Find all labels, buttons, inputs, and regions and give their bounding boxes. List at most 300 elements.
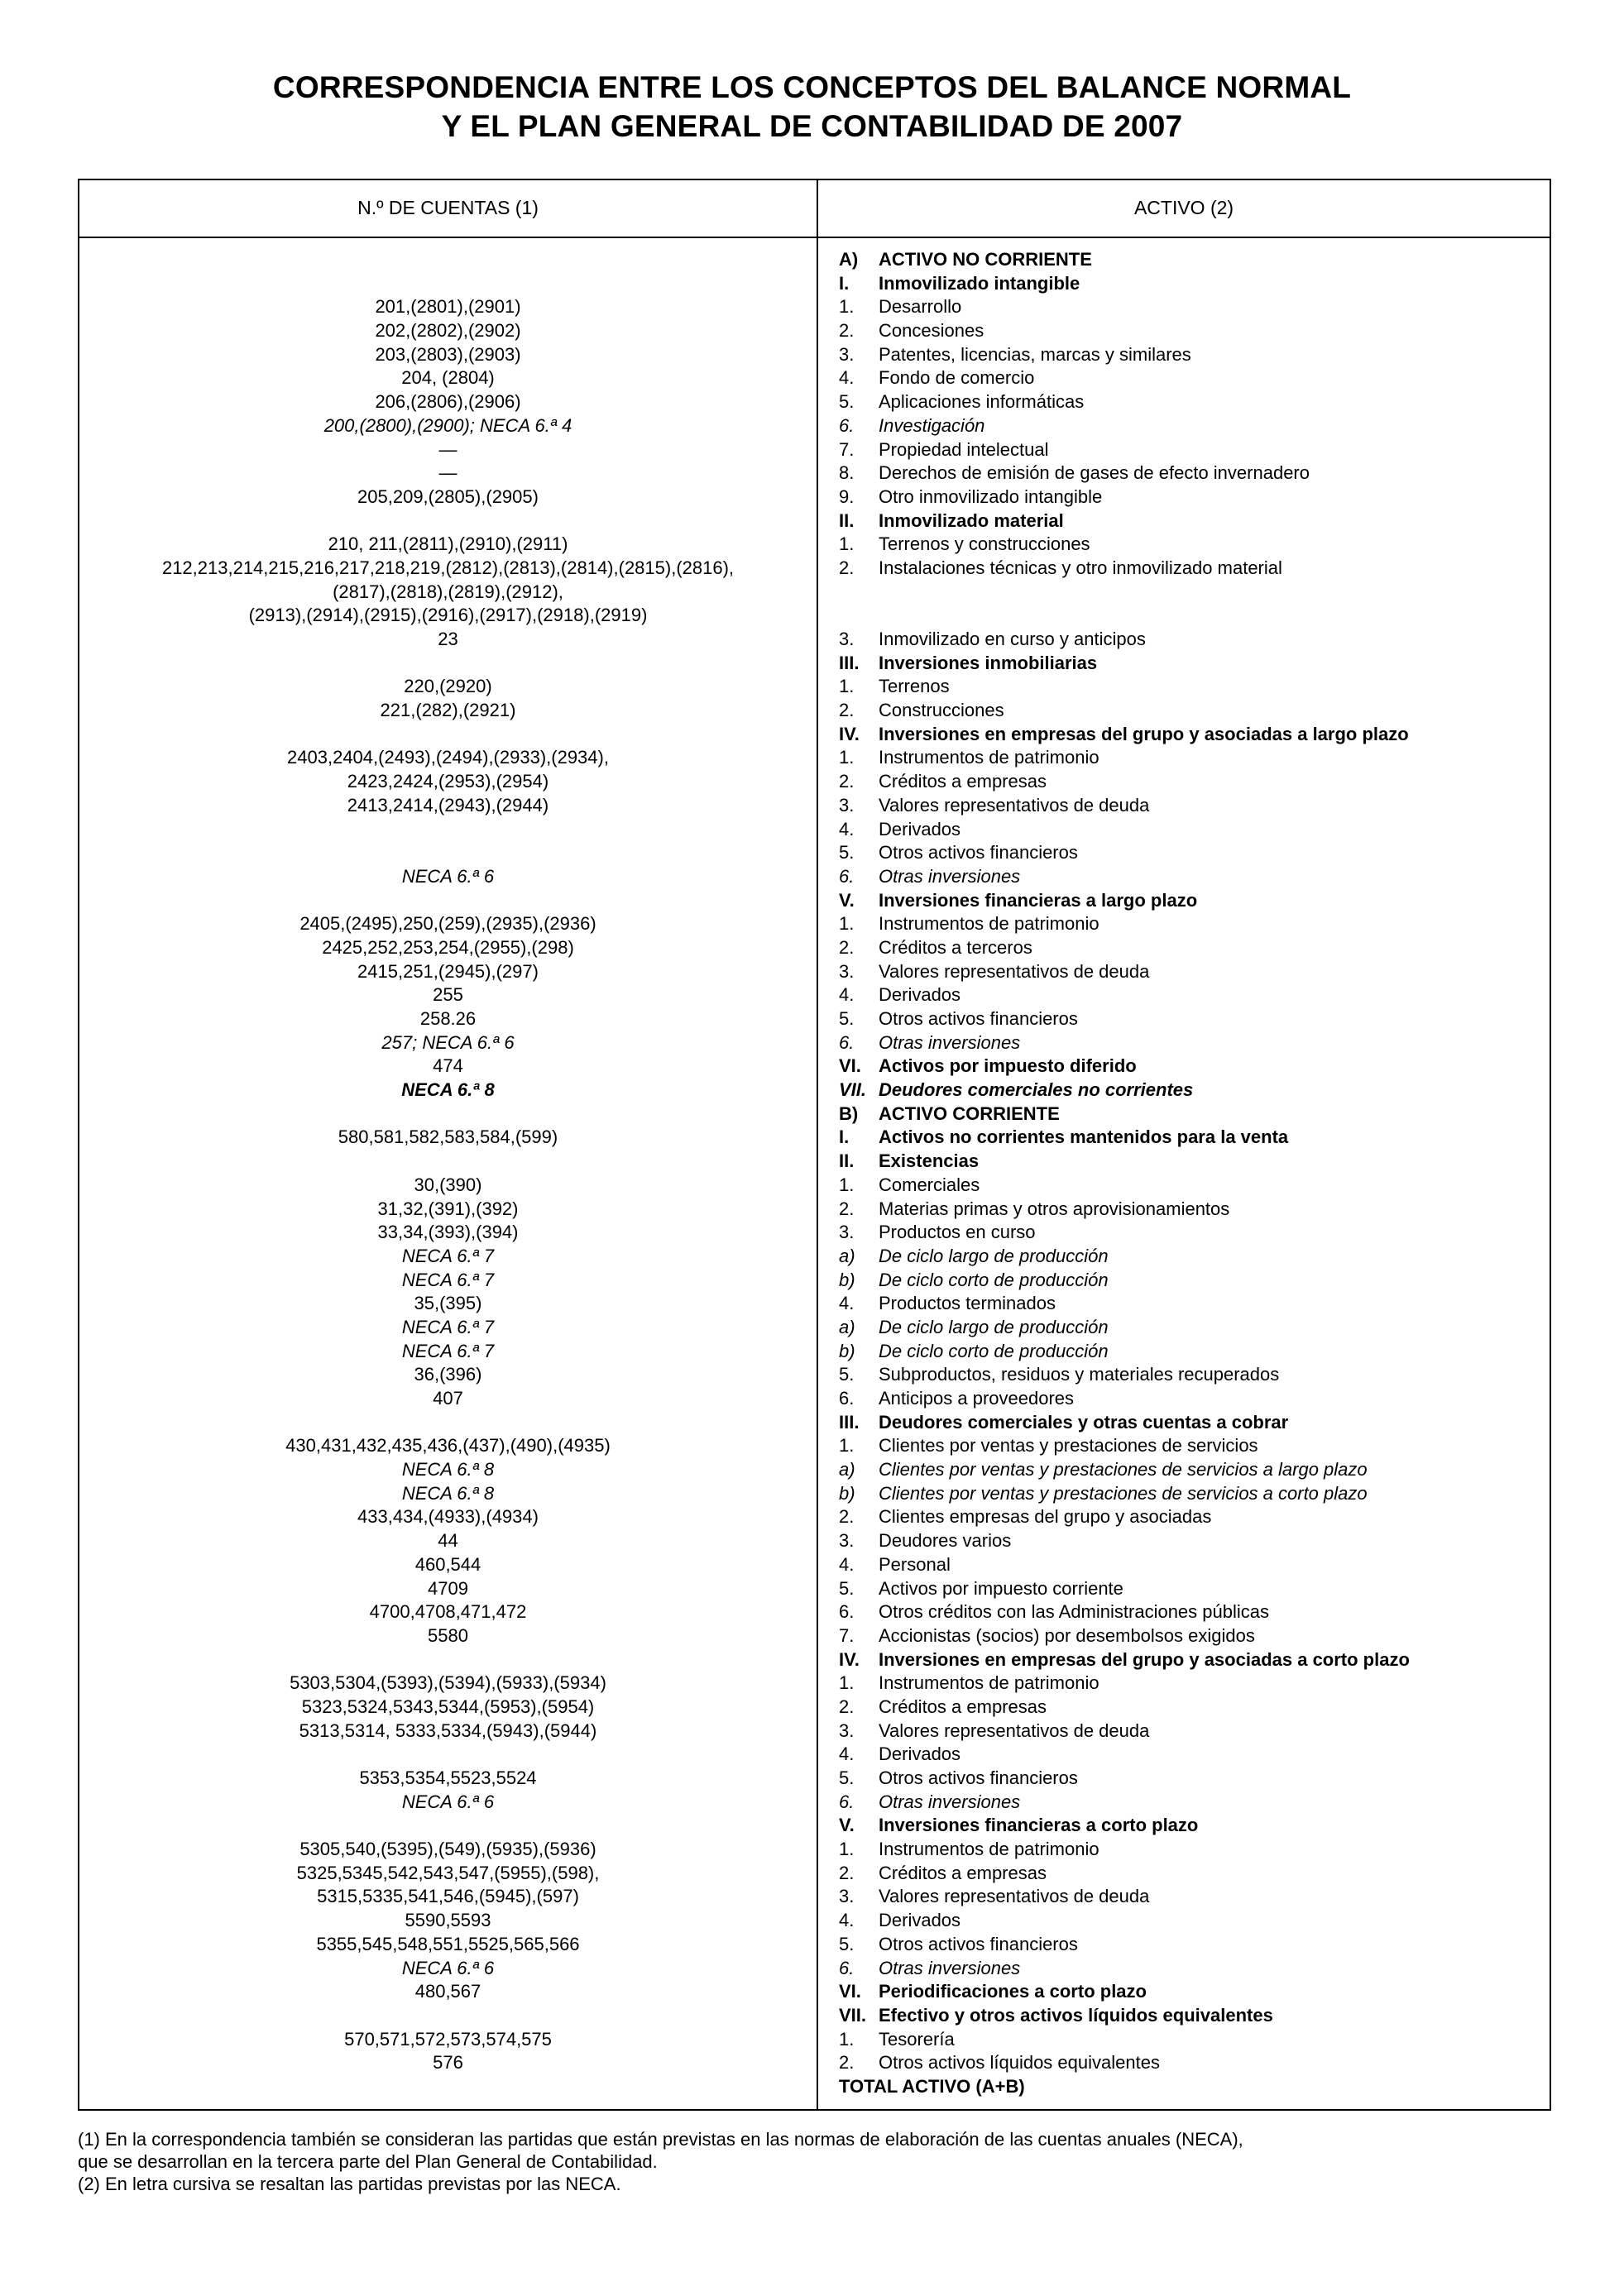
item-label: Propiedad intelectual <box>879 438 1049 460</box>
item-number: 4. <box>839 984 855 1006</box>
item-label: De ciclo largo de producción <box>879 1245 1109 1266</box>
table-row <box>79 604 1550 628</box>
item-label: Derivados <box>879 1744 961 1765</box>
table-row <box>79 794 1550 818</box>
account-cell: 201,(2801),(2901) <box>375 296 521 318</box>
item-label: Otras inversiones <box>879 1957 1021 1978</box>
account-cell: NECA 6.ª 6 <box>401 865 495 887</box>
account-cell: 258.26 <box>419 1008 477 1029</box>
item-number: 2. <box>839 1198 855 1219</box>
account-cell: 257; NECA 6.ª 6 <box>381 1031 515 1053</box>
table-row <box>79 1577 1550 1601</box>
item-number: B) <box>839 1103 859 1124</box>
item-label: Créditos a empresas <box>879 1862 1047 1883</box>
account-cell: 221,(282),(2921) <box>380 700 516 721</box>
table-row <box>79 983 1550 1007</box>
account-cell: 200,(2800),(2900); NECA 6.ª 4 <box>323 414 572 436</box>
item-number: 3. <box>839 343 855 365</box>
account-cell: NECA 6.ª 7 <box>401 1316 495 1337</box>
table-row <box>79 1885 1550 1909</box>
item-label: Deudores comerciales y otras cuentas a cobrar <box>879 1411 1289 1433</box>
item-label: Otros activos financieros <box>879 842 1078 863</box>
table-row <box>79 1814 1550 1838</box>
item-label: Clientes por ventas y prestaciones de servicios a corto plazo <box>879 1482 1368 1504</box>
account-cell: 430,431,432,435,436,(437),(490),(4935) <box>285 1435 611 1457</box>
table-row <box>79 1079 1550 1103</box>
account-cell: (2817),(2818),(2819),(2912), <box>333 581 563 602</box>
item-number: 1. <box>839 676 855 697</box>
table-row <box>79 509 1550 533</box>
account-cell: 5325,5345,542,543,547,(5955),(598), <box>296 1862 600 1883</box>
table-row <box>79 699 1550 723</box>
item-label: Periodificaciones a corto plazo <box>879 1981 1147 2002</box>
item-number: 5. <box>839 1767 855 1788</box>
item-label: Créditos a terceros <box>879 936 1032 958</box>
table-row <box>79 960 1550 984</box>
item-number: a) <box>839 1316 855 1337</box>
item-label: Existencias <box>879 1150 980 1172</box>
table-row <box>79 1933 1550 1957</box>
footnote-line: que se desarrollan en la tercera parte del Plan General de Contabilidad. <box>78 2151 658 2172</box>
account-cell: 220,(2920) <box>404 676 492 697</box>
item-label: De ciclo corto de producción <box>879 1340 1109 1361</box>
item-label: Inversiones en empresas del grupo y asociadas a corto plazo <box>879 1648 1410 1670</box>
account-cell: (2913),(2914),(2915),(2916),(2917),(2918),(2919) <box>248 605 648 626</box>
table-row <box>79 1648 1550 1672</box>
item-number: VII. <box>839 1079 867 1101</box>
item-label: Instalaciones técnicas y otro inmovilizado material <box>879 557 1282 578</box>
item-number: 6. <box>839 1031 855 1053</box>
item-number: IV. <box>839 723 860 744</box>
item-number: 4. <box>839 1910 855 1931</box>
item-number: II. <box>839 1150 855 1172</box>
account-cell: 5305,540,(5395),(549),(5935),(5936) <box>299 1839 596 1860</box>
item-label: Clientes por ventas y prestaciones de servicios <box>879 1435 1258 1457</box>
item-label: Inmovilizado en curso y anticipos <box>879 629 1146 649</box>
item-label: Comerciales <box>879 1174 980 1195</box>
table-row <box>79 1505 1550 1529</box>
account-cell: 44 <box>438 1530 458 1552</box>
account-cell: 2413,2414,(2943),(2944) <box>347 794 549 816</box>
item-label: Tesorería <box>879 2028 955 2050</box>
table-row <box>79 889 1550 913</box>
item-label: Derivados <box>879 818 961 839</box>
item-label: Subproductos, residuos y materiales recuperados <box>879 1364 1280 1385</box>
item-label: Créditos a empresas <box>879 771 1047 792</box>
item-label: Clientes empresas del grupo y asociadas <box>879 1506 1212 1528</box>
table-row <box>79 1292 1550 1316</box>
item-number: 6. <box>839 1388 855 1409</box>
item-number: 1. <box>839 533 855 555</box>
item-number: 3. <box>839 629 855 649</box>
item-label: Personal <box>879 1553 951 1575</box>
title-line-1: CORRESPONDENCIA ENTRE LOS CONCEPTOS DEL BALANCE NORMAL <box>272 70 1352 104</box>
table-row <box>79 1600 1550 1624</box>
item-number: a) <box>839 1245 855 1266</box>
account-cell: 204, (2804) <box>401 367 495 389</box>
item-number: 7. <box>839 438 855 460</box>
table-row <box>79 1482 1550 1506</box>
item-label: Créditos a empresas <box>879 1696 1047 1717</box>
table-row <box>79 438 1550 462</box>
item-label: Instrumentos de patrimonio <box>879 913 1099 935</box>
account-cell: 5353,5354,5523,5524 <box>359 1767 537 1788</box>
item-number: 4. <box>839 818 855 839</box>
item-label: Activos por impuesto diferido <box>879 1055 1137 1077</box>
item-number: 2. <box>839 1506 855 1528</box>
table-row <box>79 319 1550 343</box>
table-row <box>79 462 1550 486</box>
table-row <box>79 628 1550 652</box>
item-number: 1. <box>839 2028 855 2050</box>
table-row <box>79 272 1550 296</box>
item-number: III. <box>839 1411 860 1433</box>
footnotes <box>78 2128 1551 2195</box>
table-row <box>79 295 1550 319</box>
header-activo: ACTIVO (2) <box>1133 197 1234 218</box>
item-label: Inversiones en empresas del grupo y asociadas a largo plazo <box>879 723 1409 744</box>
item-label: Activos por impuesto corriente <box>879 1577 1123 1599</box>
item-number: 1. <box>839 1174 855 1195</box>
account-cell: 203,(2803),(2903) <box>375 343 521 365</box>
document-title <box>0 68 1624 146</box>
table-row <box>79 723 1550 747</box>
item-number: 2. <box>839 1696 855 1717</box>
item-label: Derechos de emisión de gases de efecto invernadero <box>879 462 1310 484</box>
account-cell: NECA 6.ª 6 <box>401 1791 495 1812</box>
table-row <box>79 2028 1550 2052</box>
table-row <box>79 1720 1550 1744</box>
table-row <box>79 2051 1550 2075</box>
account-cell: NECA 6.ª 7 <box>401 1340 495 1361</box>
item-label: Aplicaciones informáticas <box>879 391 1085 413</box>
item-number: 4. <box>839 367 855 389</box>
account-cell: 2415,251,(2945),(297) <box>357 960 539 982</box>
table-row <box>79 1957 1550 1981</box>
table-row <box>79 1150 1550 1174</box>
account-cell: 480,567 <box>414 1981 481 2002</box>
table-row <box>79 1909 1550 1933</box>
table-row <box>79 1340 1550 1364</box>
table-row <box>79 1007 1550 1031</box>
item-number: 5. <box>839 1364 855 1385</box>
item-label: ACTIVO NO CORRIENTE <box>879 249 1092 270</box>
item-label: Materias primas y otros aprovisionamientos <box>879 1198 1230 1219</box>
item-number: a) <box>839 1459 855 1480</box>
account-cell: 255 <box>433 984 463 1006</box>
item-number: 6. <box>839 1791 855 1812</box>
table-row <box>79 581 1550 605</box>
item-number: 5. <box>839 1008 855 1029</box>
item-label: Desarrollo <box>879 296 962 318</box>
table-row <box>79 1791 1550 1815</box>
table-row <box>79 1767 1550 1791</box>
item-label: Otros activos financieros <box>879 1767 1078 1788</box>
item-label: Derivados <box>879 984 961 1006</box>
item-number: 1. <box>839 913 855 935</box>
item-label: Valores representativos de deuda <box>879 794 1150 816</box>
account-cell: 576 <box>433 2052 463 2074</box>
table-row <box>79 841 1550 865</box>
item-number: 2. <box>839 2052 855 2074</box>
item-number: A) <box>839 249 859 270</box>
item-number: 5. <box>839 1933 855 1954</box>
item-label: Instrumentos de patrimonio <box>879 1672 1099 1694</box>
table-row <box>79 1363 1550 1387</box>
table-row <box>79 557 1550 581</box>
item-number: 2. <box>839 557 855 578</box>
item-number: 2. <box>839 700 855 721</box>
table-row <box>79 1055 1550 1079</box>
item-label: Efectivo y otros activos líquidos equivalentes <box>879 2004 1273 2026</box>
item-number: 1. <box>839 1672 855 1694</box>
account-cell: NECA 6.ª 8 <box>401 1459 495 1480</box>
account-cell: 35,(395) <box>414 1293 482 1314</box>
item-number: 7. <box>839 1624 855 1646</box>
item-number: 6. <box>839 414 855 436</box>
item-number: 3. <box>839 960 855 982</box>
item-label: Instrumentos de patrimonio <box>879 1839 1099 1860</box>
item-label: Deudores comerciales no corrientes <box>879 1079 1194 1101</box>
item-number: 4. <box>839 1293 855 1314</box>
item-number: 6. <box>839 1957 855 1978</box>
item-label: ACTIVO CORRIENTE <box>879 1103 1060 1124</box>
account-cell: — <box>438 462 457 484</box>
account-cell: 31,32,(391),(392) <box>377 1198 519 1219</box>
footnote-line: (1) En la correspondencia también se consideran las partidas que están previstas en las normas de elaboración de las cuentas anuales (NECA), <box>78 2129 1243 2150</box>
item-number: 6. <box>839 865 855 887</box>
item-number: VI. <box>839 1055 861 1077</box>
item-number: 5. <box>839 391 855 413</box>
item-label: Terrenos <box>879 676 950 697</box>
item-label: Concesiones <box>879 320 984 342</box>
account-cell: NECA 6.ª 7 <box>401 1245 495 1266</box>
table-row <box>79 1696 1550 1720</box>
item-label: Inversiones financieras a largo plazo <box>879 889 1198 911</box>
table-row <box>79 366 1550 390</box>
table-row <box>79 2004 1550 2028</box>
account-cell: 2425,252,253,254,(2955),(298) <box>322 936 574 958</box>
table-row <box>79 936 1550 960</box>
table-row <box>79 912 1550 936</box>
item-number: III. <box>839 652 860 673</box>
table-row <box>79 1031 1550 1055</box>
table-row <box>79 1198 1550 1222</box>
item-label: Otras inversiones <box>879 1791 1021 1812</box>
account-cell: 212,213,214,215,216,217,218,219,(2812),(2813),(2814),(2815),(2816), <box>161 557 735 578</box>
table-row <box>79 770 1550 794</box>
item-number: 1. <box>839 1435 855 1457</box>
table-row <box>79 1743 1550 1767</box>
item-number: 5. <box>839 842 855 863</box>
account-cell: 474 <box>433 1055 463 1077</box>
item-number: b) <box>839 1482 855 1504</box>
item-number: 6. <box>839 1601 855 1623</box>
table-row <box>79 533 1550 557</box>
item-label: Otras inversiones <box>879 1031 1021 1053</box>
item-number: 3. <box>839 1530 855 1552</box>
account-cell: 4709 <box>428 1577 468 1599</box>
account-cell: 23 <box>438 629 458 649</box>
account-cell: 433,434,(4933),(4934) <box>357 1506 539 1528</box>
item-label: Productos en curso <box>879 1222 1036 1243</box>
account-cell: NECA 6.ª 8 <box>401 1079 495 1101</box>
item-label: Valores representativos de deuda <box>879 1720 1150 1741</box>
account-cell: 5313,5314, 5333,5334,(5943),(5944) <box>299 1720 597 1741</box>
table-row <box>79 486 1550 509</box>
item-number: 1. <box>839 296 855 318</box>
table-row <box>79 1838 1550 1862</box>
item-number: V. <box>839 889 855 911</box>
item-number: 4. <box>839 1553 855 1575</box>
item-label: Terrenos y construcciones <box>879 533 1090 555</box>
item-number: 3. <box>839 794 855 816</box>
table-row <box>79 1434 1550 1458</box>
account-cell: 580,581,582,583,584,(599) <box>338 1126 558 1148</box>
item-label: Instrumentos de patrimonio <box>879 747 1099 768</box>
item-label: Inversiones financieras a corto plazo <box>879 1815 1199 1836</box>
account-cell: 2423,2424,(2953),(2954) <box>347 771 549 792</box>
table-row <box>79 865 1550 889</box>
item-number: 3. <box>839 1720 855 1741</box>
item-number: 1. <box>839 747 855 768</box>
item-number: VII. <box>839 2004 867 2026</box>
item-number: I. <box>839 1126 850 1148</box>
table-row <box>79 390 1550 414</box>
table-row <box>79 1245 1550 1269</box>
item-label: De ciclo largo de producción <box>879 1316 1109 1337</box>
table-body <box>79 248 1550 2099</box>
item-number: I. <box>839 272 850 294</box>
account-cell: 2403,2404,(2493),(2494),(2933),(2934), <box>287 747 609 768</box>
item-label: Otras inversiones <box>879 865 1021 887</box>
item-number: V. <box>839 1815 855 1836</box>
account-cell: 5303,5304,(5393),(5394),(5933),(5934) <box>290 1672 606 1694</box>
table-row <box>79 746 1550 770</box>
table-row <box>79 1529 1550 1553</box>
item-label: Construcciones <box>879 700 1004 721</box>
item-label: Investigación <box>879 414 985 436</box>
table-row <box>79 1269 1550 1293</box>
item-label: Clientes por ventas y prestaciones de servicios a largo plazo <box>879 1459 1368 1480</box>
account-cell: NECA 6.ª 8 <box>401 1482 495 1504</box>
item-number: 2. <box>839 936 855 958</box>
item-number: 9. <box>839 486 855 507</box>
item-number: 2. <box>839 1862 855 1883</box>
item-label: Fondo de comercio <box>879 367 1035 389</box>
table-row <box>79 1672 1550 1696</box>
account-cell: 210, 211,(2811),(2910),(2911) <box>328 533 568 555</box>
title-line-2: Y EL PLAN GENERAL DE CONTABILIDAD DE 2007 <box>441 109 1183 143</box>
table-row <box>79 1221 1550 1245</box>
table-row <box>79 2075 1550 2099</box>
item-number: 1. <box>839 1839 855 1860</box>
table-row <box>79 1458 1550 1482</box>
account-cell: 5580 <box>428 1624 468 1646</box>
item-label: Accionistas (socios) por desembolsos exigidos <box>879 1624 1255 1646</box>
item-label: Deudores varios <box>879 1530 1012 1552</box>
item-label: Inversiones inmobiliarias <box>879 652 1098 673</box>
item-label: Derivados <box>879 1910 961 1931</box>
item-number: b) <box>839 1269 855 1290</box>
account-cell: 206,(2806),(2906) <box>375 391 521 413</box>
item-label: De ciclo corto de producción <box>879 1269 1109 1290</box>
account-cell: 202,(2802),(2902) <box>375 320 521 342</box>
item-number: 8. <box>839 462 855 484</box>
table-row <box>79 1862 1550 1886</box>
item-label: Activos no corrientes mantenidos para la venta <box>879 1126 1289 1148</box>
item-label: TOTAL ACTIVO (A+B) <box>839 2075 1025 2097</box>
account-cell: 36,(396) <box>414 1364 482 1385</box>
item-number: 2. <box>839 320 855 342</box>
item-number: 5. <box>839 1577 855 1599</box>
item-number: b) <box>839 1340 855 1361</box>
item-label: Inmovilizado material <box>879 509 1064 531</box>
table-row <box>79 414 1550 438</box>
item-label: Valores representativos de deuda <box>879 1886 1150 1907</box>
account-cell: 5590,5593 <box>405 1910 491 1931</box>
table-row <box>79 818 1550 842</box>
table-row <box>79 248 1550 272</box>
account-cell: 33,34,(393),(394) <box>377 1222 519 1243</box>
account-cell: NECA 6.ª 6 <box>401 1957 495 1978</box>
item-number: 2. <box>839 771 855 792</box>
item-label: Otros activos líquidos equivalentes <box>879 2052 1160 2074</box>
item-label: Productos terminados <box>879 1293 1056 1314</box>
item-label: Otros activos financieros <box>879 1933 1078 1954</box>
table-row <box>79 1624 1550 1648</box>
item-label: Patentes, licencias, marcas y similares <box>879 343 1191 365</box>
item-number: 3. <box>839 1886 855 1907</box>
account-cell: 460,544 <box>414 1553 481 1575</box>
account-cell: 2405,(2495),250,(259),(2935),(2936) <box>299 913 596 935</box>
table-row <box>79 1316 1550 1340</box>
item-label: Anticipos a proveedores <box>879 1388 1075 1409</box>
table-row <box>79 1553 1550 1577</box>
account-cell: — <box>438 438 457 460</box>
account-cell: 407 <box>433 1388 463 1409</box>
account-cell: 4700,4708,471,472 <box>369 1601 527 1623</box>
table-row <box>79 1103 1550 1126</box>
account-cell: 570,571,572,573,574,575 <box>344 2028 552 2050</box>
table-row <box>79 1411 1550 1435</box>
item-label: Otros créditos con las Administraciones públicas <box>879 1601 1269 1623</box>
table-row <box>79 343 1550 367</box>
table-row <box>79 1126 1550 1150</box>
item-number: VI. <box>839 1981 861 2002</box>
account-cell: 205,209,(2805),(2905) <box>357 486 539 507</box>
header-accounts: N.º DE CUENTAS (1) <box>357 197 539 218</box>
item-label: Inmovilizado intangible <box>879 272 1080 294</box>
item-label: Valores representativos de deuda <box>879 960 1150 982</box>
account-cell: 5315,5335,541,546,(5945),(597) <box>317 1886 579 1907</box>
item-number: II. <box>839 509 855 531</box>
table-row <box>79 675 1550 699</box>
table-row <box>79 652 1550 676</box>
table-row <box>79 1387 1550 1411</box>
account-cell: 5323,5324,5343,5344,(5953),(5954) <box>301 1696 595 1717</box>
item-label: Otro inmovilizado intangible <box>879 486 1103 507</box>
footnote-line: (2) En letra cursiva se resaltan las partidas previstas por las NECA. <box>78 2174 621 2194</box>
table-row <box>79 1980 1550 2004</box>
item-number: 3. <box>839 1222 855 1243</box>
item-number: IV. <box>839 1648 860 1670</box>
table-row <box>79 1174 1550 1198</box>
item-number: 4. <box>839 1744 855 1765</box>
header-rule <box>78 237 1551 238</box>
account-cell: NECA 6.ª 7 <box>401 1269 495 1290</box>
item-label: Otros activos financieros <box>879 1008 1078 1029</box>
